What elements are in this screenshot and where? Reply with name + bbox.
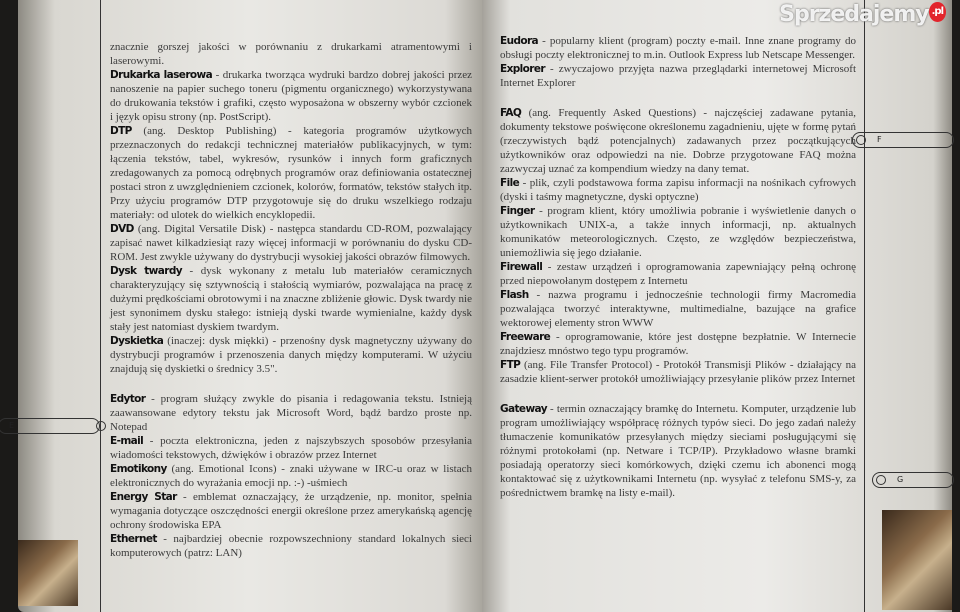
right-text-column xyxy=(500,34,856,500)
entry-definition: - program klient, który umożliwia pobranie i wyświetlenie danych o użytkownikach UNIX-a, a także innych informacji, np. aktualnych komunikatów meteorologicznych. Często, ze względów bezpieczeństwa, uniemożliwia się jego działanie. xyxy=(500,205,856,259)
tab-circle-icon xyxy=(876,475,886,485)
entry-definition: - emblemat oznaczający, że urządzenie, np. monitor, spełnia wymagania dotyczące oszczędności energii określone przez amerykańską agencję ochrony środowiska EPA xyxy=(110,491,472,531)
glossary-entry xyxy=(110,490,472,532)
entry-definition: - poczta elektroniczna, jeden z najszybszych sposobów przesyłania wiadomości tekstowych, dźwięków i obrazów przez Internet xyxy=(110,435,472,461)
entries-d xyxy=(110,68,472,376)
corner-illustration xyxy=(882,510,952,610)
glossary-entry xyxy=(500,62,856,90)
entry-term: Finger xyxy=(500,205,535,217)
glossary-entry xyxy=(110,264,472,334)
watermark xyxy=(779,2,946,28)
entry-definition: - drukarka tworząca wydruki bardzo dobrej jakości przez nanoszenie na papier suchego toneru (pigmentu organicznego) wykorzystywana do drukowania tekstów i grafiki, często wyposażona w obszerny wybór czcionek i język opisu strony (np. PostScript). xyxy=(110,69,473,123)
entries-g xyxy=(500,402,856,500)
continuation-text: znacznie gorszej jakości w porównaniu z drukarkami atramentowymi i laserowymi. xyxy=(110,41,472,67)
entries-e xyxy=(110,392,472,560)
watermark-badge: .pl xyxy=(929,2,946,22)
entry-definition: (ang. Emotional Icons) - znaki używane w IRC-u oraz w listach elektronicznych do wyrażania emocji np. :-) -uśmiech xyxy=(110,463,472,489)
entry-definition: - program służący zwykle do pisania i redagowania tekstu. Istnieją zaawansowane edytory tekstu jak Microsoft Word, bądź bardzo proste np. Notepad xyxy=(110,393,472,433)
section-tab-e xyxy=(0,418,100,434)
entry-term: Dysk twardy xyxy=(110,265,182,277)
glossary-entry xyxy=(110,392,472,434)
entry-term: Explorer xyxy=(500,63,545,75)
entry-definition: - popularny klient (program) poczty e-mail. Inne znane programy do obsługi poczty elektronicznej to m.in. Outlook Express lub Netscape Messenger. xyxy=(500,35,856,61)
entry-definition: (ang. Desktop Publishing) - kategoria programów użytkowych przeznaczonych do redakcji technicznej materiałów publikacyjnych, w tym: łączenia tekstów, tabel, wykresów, rysunków i innych form graficznych zredagowanych za pomocą odrębnych programów oraz definiowania ostatecznej postaci stron z uwzględnieniem czcionek, kolorów, formatów, tekstów stałych itp. Przy użyciu programów DTP przygotowuje się do druku wszelkiego rodzaju materiały: od ulotek do wielkich encyklopedii. xyxy=(110,125,472,221)
entry-definition: (inaczej: dysk miękki) - przenośny dysk magnetyczny używany do dystrybucji programów i przenoszenia danych między komputerami. W użyciu znajdują się dyskietki o średnicy 3.5". xyxy=(110,335,472,375)
left-text-column xyxy=(110,40,472,560)
entry-definition: - plik, czyli podstawowa forma zapisu informacji na nośnikach cyfrowych (dyski i taśmy magnetyczne, dyski optyczne) xyxy=(500,177,856,203)
entry-term: FAQ xyxy=(500,107,522,119)
glossary-entry xyxy=(500,288,856,330)
entry-term: File xyxy=(500,177,520,189)
section-tab-f xyxy=(852,132,954,148)
glossary-entry xyxy=(500,330,856,358)
glossary-entry xyxy=(500,402,856,500)
glossary-entry xyxy=(110,222,472,264)
entries-f xyxy=(500,106,856,386)
entry-definition: - nazwa programu i jednocześnie technologii firmy Macromedia pozwalająca tworzyć interaktywne, multimedialne, bazujące na grafice wektorowej elementy stron WWW xyxy=(500,289,856,329)
margin-rule xyxy=(864,0,865,612)
entry-definition: (ang. Digital Versatile Disk) - następca standardu CD-ROM, pozwalający zapisać nawet kilkadziesiąt razy więcej informacji w porównaniu do dysku CD-ROM. Jest zwykle używany do dystrybucji wysokiej jakości obrazów filmowych. xyxy=(110,223,472,263)
glossary-entry xyxy=(500,106,856,176)
glossary-entry xyxy=(500,204,856,260)
entry-term: E-mail xyxy=(110,435,144,447)
glossary-entry xyxy=(500,34,856,62)
left-page xyxy=(9,0,482,612)
tab-letter: F xyxy=(877,135,882,144)
watermark-text: Sprzedajemy xyxy=(779,2,929,27)
tab-letter: E xyxy=(9,421,15,430)
entry-term: Energy Star xyxy=(110,491,177,503)
glossary-entry xyxy=(500,260,856,288)
margin-rule xyxy=(100,0,101,612)
glossary-entry xyxy=(110,124,472,222)
entry-term: Eudora xyxy=(500,35,539,47)
entry-definition: - dysk wykonany z metalu lub materiałów ceramicznych charakteryzujący się sztywnością i stałością wymiarów, pozwalająca na pracę z dużymi prędkościami obrotowymi i na znaczne zbliżenie głowic. Dysk twardy nie jest synonimem dysku stałego: istnieją dyski twarde wymienialne, każdy dysk stały jest natomiast dyskiem twardym. xyxy=(110,265,472,333)
glossary-entry xyxy=(500,358,856,386)
entries-e-continued xyxy=(500,34,856,90)
tab-circle-icon xyxy=(96,421,106,431)
right-page xyxy=(482,0,952,612)
entry-term: Emotikony xyxy=(110,463,167,475)
entry-definition: (ang. File Transfer Protocol) - Protokół Transmisji Plików - działający na zasadzie klient-serwer protokół umożliwiający przesyłanie plików przez Internet xyxy=(500,359,856,385)
entry-definition: - zestaw urządzeń i oprogramowania zapewniający pełną ochronę przed niepowołanym dostępem z Internetu xyxy=(500,261,856,287)
glossary-entry xyxy=(110,68,472,124)
entry-term: DVD xyxy=(110,223,134,235)
entry-term: Gateway xyxy=(500,403,547,415)
entry-term: Dyskietka xyxy=(110,335,164,347)
entry-term: Firewall xyxy=(500,261,543,273)
entry-term: Edytor xyxy=(110,393,146,405)
entry-definition: (ang. Frequently Asked Questions) - najczęściej zadawane pytania, dokumenty tekstowe poświęcone określonemu zagadnieniu, ujęte w formę pytań (rzeczywistych bądź potencjalnych) zadawanych przez początkujących użytkowników oraz odpowiedzi na nie. Dobrze przygotowane FAQ można zazwyczaj uznać za kompendium wiedzy na dany temat. xyxy=(500,107,856,175)
entry-definition: - termin oznaczający bramkę do Internetu. Komputer, urządzenie lub program umożliwiający współpracę różnych typów sieci. Do jego zadań należy tłumaczenie komunikatów przesyłanych między sieciami posługującymi się różnymi protokołami (np. Netware i TCP/IP). Przykładowo własne bramki posiadają operatorzy sieci komórkowych, dzięki czemu ich abonenci mogą kontaktować się z użytkownikami Internetu (np. wysyłać z telefonu SMS-y, za pośrednictwem bramkę na listy e-mail). xyxy=(500,403,856,499)
glossary-entry xyxy=(110,462,472,490)
entry-term: Ethernet xyxy=(110,533,157,545)
glossary-entry xyxy=(110,532,472,560)
glossary-entry xyxy=(500,176,856,204)
tab-circle-icon xyxy=(856,135,866,145)
entry-term: Freeware xyxy=(500,331,551,343)
corner-illustration xyxy=(18,540,78,606)
entry-definition: - najbardziej obecnie rozpowszechniony standard lokalnych sieci komputerowych (patrz: LAN) xyxy=(110,533,472,559)
entry-definition: - oprogramowanie, które jest dostępne bezpłatnie. W Internecie znajdziesz mnóstwo tego typu programów. xyxy=(500,331,856,357)
tab-letter: G xyxy=(897,475,904,484)
entry-term: FTP xyxy=(500,359,521,371)
entry-term: DTP xyxy=(110,125,132,137)
entry-term: Drukarka laserowa xyxy=(110,69,213,81)
entry-definition: - zwyczajowo przyjęta nazwa przeglądarki internetowej Microsoft Internet Explorer xyxy=(500,63,856,89)
glossary-entry xyxy=(110,434,472,462)
glossary-entry xyxy=(110,334,472,376)
entry-term: Flash xyxy=(500,289,529,301)
